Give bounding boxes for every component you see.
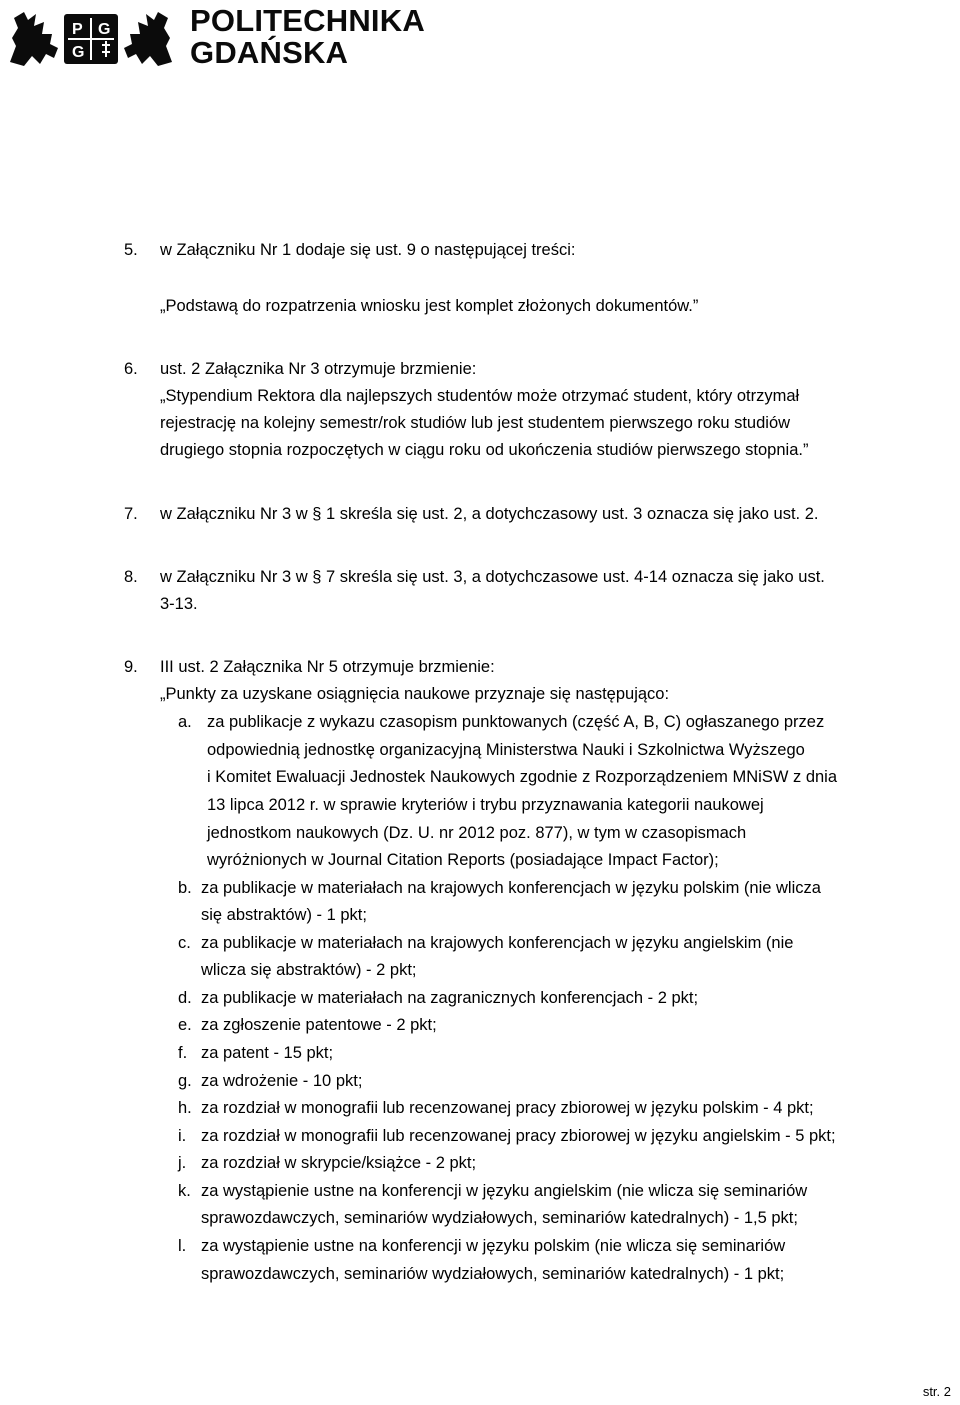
- subitem-text-line: za publikacje w materiałach na krajowych konferencjach w języku polskim (nie wlicza: [201, 879, 821, 897]
- subitem-text-line: odpowiednią jednostkę organizacyjną Ministerstwa Nauki i Szkolnictwa Wyższego: [207, 741, 805, 759]
- subitem-text-line: wyróżnionych w Journal Citation Reports (posiadające Impact Factor);: [207, 851, 719, 869]
- subitem-text-line: za rozdział w monografii lub recenzowanej pracy zbiorowej w języku angielskim - 5 pkt;: [201, 1127, 836, 1145]
- item-number: 5.: [124, 241, 138, 259]
- subitem-letter: d.: [178, 989, 192, 1007]
- emblem-letter-g: G: [72, 44, 85, 61]
- item-number: 6.: [124, 360, 138, 378]
- subitem-text-line: wlicza się abstraktów) - 2 pkt;: [201, 961, 417, 979]
- subitem-text-line: jednostkom naukowych (Dz. U. nr 2012 poz. 877), w tym w czasopismach: [207, 824, 747, 842]
- subitem-text-line: za rozdział w monografii lub recenzowanej pracy zbiorowej w języku polskim - 4 pkt;: [201, 1099, 814, 1117]
- griffin-emblem-icon: [6, 4, 176, 70]
- subitem-text-line: i Komitet Ewaluacji Jednostek Naukowych zgodnie z Rozporządzeniem MNiSW z dnia: [207, 768, 838, 786]
- subitem-text-line: 13 lipca 2012 r. w sprawie kryteriów i trybu przyznawania kategorii naukowej: [207, 796, 764, 814]
- item-text-line: rejestrację na kolejny semestr/rok studiów lub jest studentem pierwszego roku studiów: [160, 414, 791, 432]
- item-text-line: „Punkty za uzyskane osiągnięcia naukowe przyznaje się następująco:: [160, 685, 670, 703]
- subitem-letter: h.: [178, 1099, 192, 1117]
- subitem-text-line: za zgłoszenie patentowe - 2 pkt;: [201, 1016, 437, 1034]
- subitem-text-line: za publikacje w materiałach na zagranicznych konferencjach - 2 pkt;: [201, 989, 699, 1007]
- university-name-line1: POLITECHNIKA: [190, 3, 425, 38]
- subitem-text-line: za wystąpienie ustne na konferencji w języku polskim (nie wlicza się seminariów: [201, 1237, 786, 1255]
- subitem-text-line: sprawozdawczych, seminariów wydziałowych, seminariów katedralnych) - 1,5 pkt;: [201, 1209, 798, 1227]
- page-number: str. 2: [922, 1384, 951, 1399]
- item-text-line: 3-13.: [160, 595, 198, 613]
- subitem-text-line: za wystąpienie ustne na konferencji w języku angielskim (nie wlicza się seminariów: [201, 1182, 808, 1200]
- subitem-letter: g.: [178, 1072, 192, 1090]
- item-text-line: „Stypendium Rektora dla najlepszych studentów może otrzymać student, który otrzymał: [160, 387, 800, 405]
- university-name: [190, 5, 425, 69]
- subitem-letter: b.: [178, 879, 192, 897]
- subitem-text-line: za rozdział w skrypcie/książce - 2 pkt;: [201, 1154, 477, 1172]
- item-text-line: III ust. 2 Załącznika Nr 5 otrzymuje brzmienie:: [160, 658, 495, 676]
- item-number: 7.: [124, 505, 138, 523]
- emblem-letter-p: P: [72, 21, 83, 38]
- subitem-letter: l.: [178, 1237, 187, 1255]
- emblem-letter-g2: G: [98, 21, 111, 38]
- subitem-letter: e.: [178, 1016, 192, 1034]
- subitem-text-line: sprawozdawczych, seminariów wydziałowych, seminariów katedralnych) - 1 pkt;: [201, 1265, 785, 1283]
- subitem-letter: c.: [178, 934, 191, 952]
- subitem-letter: i.: [178, 1127, 187, 1145]
- item-text-line: drugiego stopnia rozpoczętych w ciągu roku od ukończenia studiów pierwszego stopnia.”: [160, 441, 809, 459]
- item-text-line: w Załączniku Nr 3 w § 1 skreśla się ust. 2, a dotychczasowy ust. 3 oznacza się jako ust. 2.: [160, 505, 819, 523]
- subitem-letter: f.: [178, 1044, 188, 1062]
- subitem-text-line: za publikacje z wykazu czasopism punktowanych (część A, B, C) ogłaszanego przez: [207, 713, 825, 731]
- item-text-line: ust. 2 Załącznika Nr 3 otrzymuje brzmienie:: [160, 360, 477, 378]
- subitem-text-line: za patent - 15 pkt;: [201, 1044, 334, 1062]
- subitem-letter: a.: [178, 713, 192, 731]
- subitem-text-line: się abstraktów) - 1 pkt;: [201, 906, 367, 924]
- item-text-line: w Załączniku Nr 3 w § 7 skreśla się ust. 3, a dotychczasowe ust. 4-14 oznacza się jako ust.: [160, 568, 825, 586]
- item-text-line: w Załączniku Nr 1 dodaje się ust. 9 o następującej treści:: [160, 241, 576, 259]
- item-number: 9.: [124, 658, 138, 676]
- subitem-letter: j.: [178, 1154, 187, 1172]
- university-logo: [6, 2, 425, 72]
- subitem-text-line: za wdrożenie - 10 pkt;: [201, 1072, 363, 1090]
- item-number: 8.: [124, 568, 138, 586]
- subitem-text-line: za publikacje w materiałach na krajowych konferencjach w języku angielskim (nie: [201, 934, 794, 952]
- subitem-letter: k.: [178, 1182, 191, 1200]
- university-name-line2: GDAŃSKA: [190, 35, 349, 70]
- item-text-line: „Podstawą do rozpatrzenia wniosku jest komplet złożonych dokumentów.”: [160, 297, 699, 315]
